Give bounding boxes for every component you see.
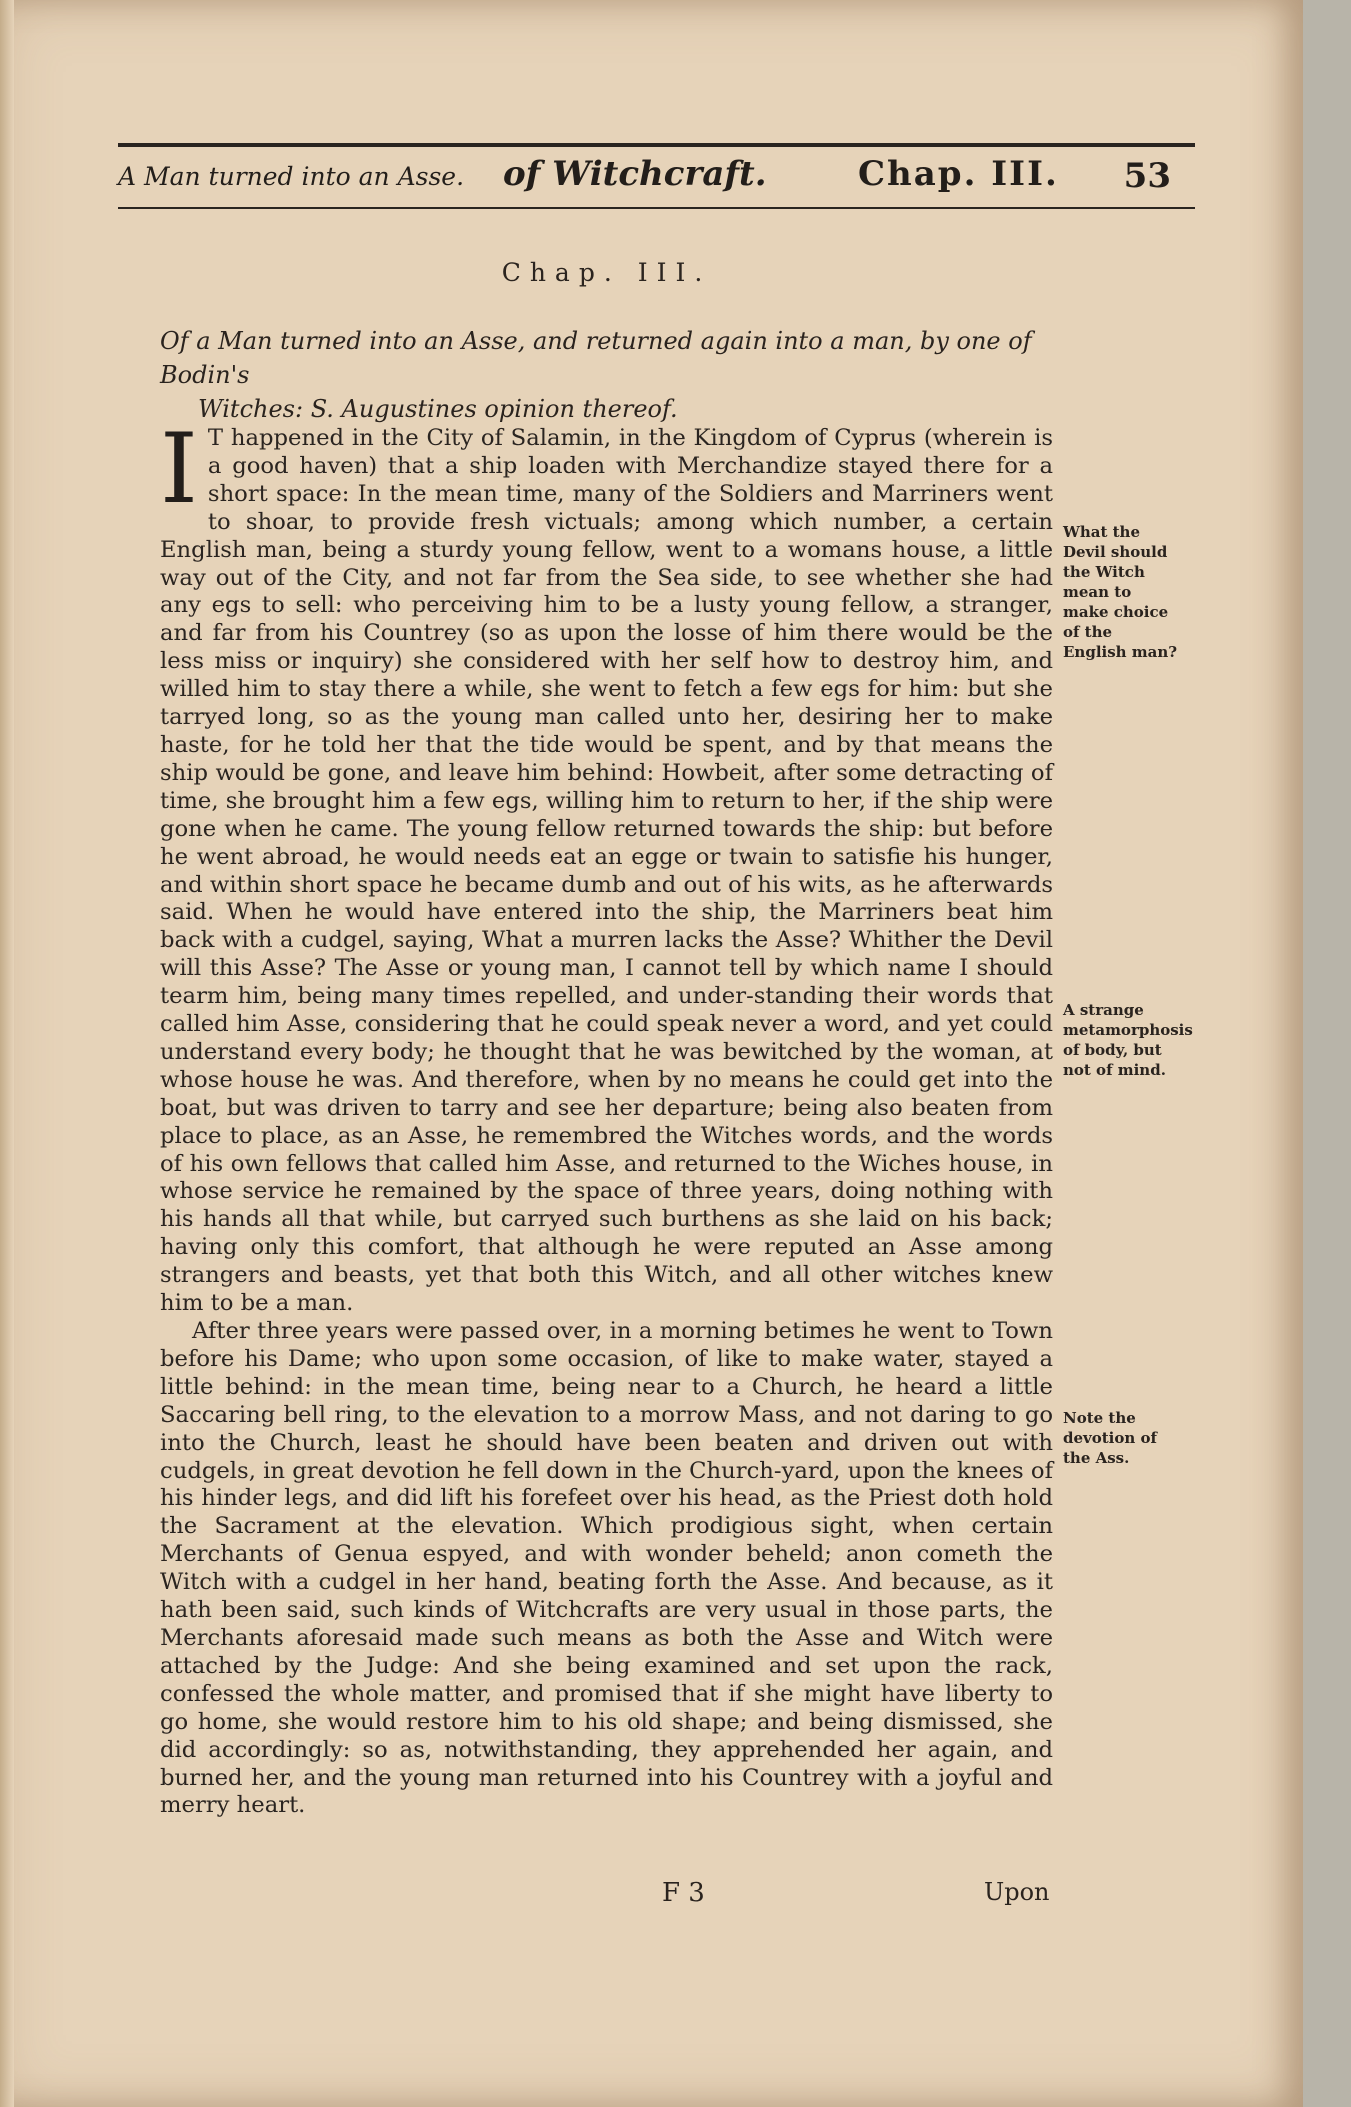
body-text	[160, 413, 1053, 1820]
page-number: 53	[1123, 156, 1171, 196]
paragraph-2: After three years were passed over, in a morning betimes he went to Town before his Dame; who upon some occasion, of like to make water, stayed a little behind: in the mean time, being near to a Church, he heard a little Saccaring bell ring, to the elevation to a morrow Mass, and not daring to go into the Church, least he should have been beaten and driven out with cudgels, in great devotion he fell down in the Church-yard, upon the knees of his hinder legs, and did lift his forefeet over his head, as the Priest doth hold the Sacrament at the elevation. Which prodigious sight, when certain Merchants of Genua espyed, and with wonder beheld; anon cometh the Witch with a cudgel in her hand, beating forth the Asse. And because, as it hath been said, such kinds of Witchcrafts are very usual in those parts, the Merchants aforesaid made such means as both the Asse and Witch were attached by the Judge: And she being examined and set upon the rack, confessed the whole matter, and promised that if she might have liberty to go home, she would restore him to his old shape; and being dismissed, she did accordingly: so as, notwithstanding, they apprehended her again, and burned her, and the young man returned into his Countrey with a joyful and merry heart.	[160, 1318, 1053, 1819]
paragraph-1	[160, 413, 1053, 1318]
header-left-title: A Man turned into an Asse.	[118, 162, 465, 191]
header-chapter: Chap. III.	[858, 154, 1059, 194]
chapter-subtitle	[160, 324, 1040, 426]
chapter-title: Chap. III.	[501, 258, 712, 287]
header-rule-top	[118, 143, 1195, 147]
header-center-title: of Witchcraft.	[503, 154, 767, 194]
subtitle-line-1: Of a Man turned into an Asse, and returned again into a man, by one of Bodin's	[160, 327, 1032, 389]
catchword: Upon	[984, 1878, 1050, 1906]
header-rule-bottom	[118, 207, 1195, 209]
signature-mark: F 3	[662, 1878, 705, 1908]
margin-note-3: Note the devotion of the Ass.	[1063, 1409, 1157, 1467]
running-header	[118, 150, 1195, 205]
paragraph-1-text: T happened in the City of Salamin, in the Kingdom of Cyprus (wherein is a good haven) that a ship loaden with Merchandize stayed there for a short space: In the mean time, many of the Soldiers and Marriners went to shoar, to provide fresh victuals; among which number, a certain English man, being a sturdy young fellow, went to a womans house, a little way out of the City, and not far from the Sea side, to see whether she had any egs to sell: who perceiving him to be a lusty young fellow, a stranger, and far from his Countrey (so as upon the losse of him there would be the less miss or inquiry) she considered with her self how to destroy him, and willed him to stay there a while, she went to fetch a few egs for him: but she tarryed long, so as the young man called unto her, desiring her to make haste, for he told her that the tide would be spent, and by that means the ship would be gone, and leave him behind: Howbeit, after some detracting of time, she brought him a few egs, willing him to return to her, if the ship were gone when he came. The young fellow returned towards the ship: but before he went abroad, he would needs eat an egge or twain to satisfie his hunger, and within short space he became dumb and out of his wits, as he afterwards said. When he would have entered into the ship, the Marriners beat him back with a cudgel, saying, What a murren lacks the Asse? Whither the Devil will this Asse? The Asse or young man, I cannot tell by which name I should tearm him, being many times repelled, and under-standing their words that called him Asse, considering that he could speak never a word, and yet could understand every body; he thought that he was bewitched by the woman, at whose house he was. And therefore, when by no means he could get into the boat, but was driven to tarry and see her departure; being also beaten from place to place, as an Asse, he remembred the Witches words, and the words of his own fellows that called him Asse, and returned to the Wiches house, in whose service he remained by the space of three years, doing nothing with his hands all that while, but carryed such burthens as she laid on his back; having only this comfort, that although he were reputed an Asse among strangers and beasts, yet that both this Witch, and all other witches knew him to be a man.	[160, 425, 1053, 1317]
page-spine-shadow	[0, 0, 14, 2107]
drop-cap: I	[160, 413, 198, 525]
margin-note-1: What the Devil should the Witch mean to make choice of the English man?	[1063, 523, 1178, 661]
margin-note-2: A strange metamorphosis of body, but not of mind.	[1063, 1001, 1193, 1079]
subtitle-line-2: Witches: S. Augustines opinion thereof.	[198, 395, 678, 423]
